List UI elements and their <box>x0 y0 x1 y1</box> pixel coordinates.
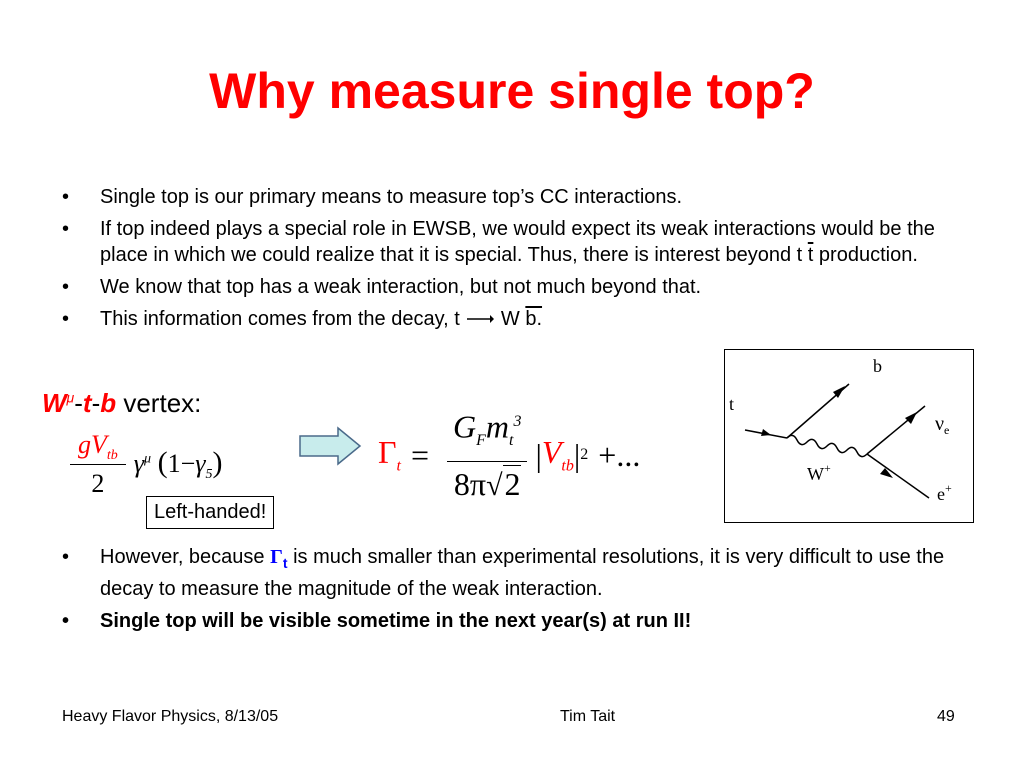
right-arrow-icon <box>465 306 495 332</box>
tbar-symbol: $\overline{t}$ <box>807 244 814 266</box>
nu-e-label: $\nu_e$ <box>935 413 950 437</box>
e-plus-label: e+ <box>937 481 952 504</box>
mu-superscript: μ <box>144 451 152 467</box>
tb-subscript: tb <box>561 457 574 475</box>
cube-superscript: 3 <box>513 413 522 430</box>
v-symbol: V <box>541 434 562 471</box>
bullet-text: This information comes from the decay, t <box>100 308 460 330</box>
bullet-text: However, because <box>100 546 271 568</box>
gamma-symbol: γ <box>133 449 145 478</box>
b-symbol: b <box>100 388 117 418</box>
bullet-list-top <box>62 184 962 338</box>
bullet-text: We know that top has a weak interaction, but not much beyond that. <box>100 276 702 298</box>
gamma5-symbol: γ <box>195 449 206 478</box>
g-symbol: G <box>453 408 477 445</box>
coupling-fraction <box>70 430 126 499</box>
coupling-numerator <box>70 430 126 465</box>
equals-sign: = <box>410 436 429 473</box>
slide-title: Why measure single top? <box>209 63 815 119</box>
positron-line <box>867 454 929 498</box>
bullet-item <box>62 274 962 300</box>
gamma-term <box>133 446 223 483</box>
bullet-text: Single top will be visible sometime in the next year(s) at run II! <box>100 610 692 632</box>
left-handed-box: Left-handed! <box>146 496 274 529</box>
mu-symbol: μ <box>66 389 75 406</box>
w-symbol: W <box>42 388 67 418</box>
bullet-item <box>62 608 962 634</box>
w-boson-line <box>787 435 867 456</box>
gamma-symbol: Γ <box>378 434 397 471</box>
sqrt-sign: √ <box>486 469 503 503</box>
vertex-text: vertex: <box>116 388 202 418</box>
w-label: W+ <box>807 461 831 484</box>
bullet-text: W <box>500 308 520 330</box>
bullet-text: Single top is our primary means to measure top’s CC interactions. <box>100 186 683 208</box>
footer-left: Heavy Flavor Physics, 8/13/05 <box>62 708 279 725</box>
bullet-list-bottom <box>62 544 962 640</box>
bullet-item <box>62 544 962 602</box>
arrow-icon <box>761 429 771 436</box>
arrow-icon <box>905 412 917 424</box>
dash: - <box>74 388 83 418</box>
plus-ellipsis: +... <box>598 436 641 473</box>
footer-center: Tim Tait <box>560 708 616 725</box>
gv-text: gV <box>78 430 107 459</box>
bullet-text: production. <box>813 244 918 266</box>
bbar-symbol: b. <box>525 308 543 330</box>
vtb-term <box>542 434 574 475</box>
b-label: b <box>873 356 882 376</box>
left-paren: ( <box>157 446 168 479</box>
square-superscript: 2 <box>580 446 589 464</box>
t-label: t <box>729 394 735 414</box>
bullet-text: If top indeed plays a special role in EWSB, we would expect its weak interactions would be the place in which we could realize that it is special. <box>100 218 935 266</box>
bullet-item <box>62 184 962 210</box>
bullet-item <box>62 216 962 268</box>
sqrt-argument: 2 <box>504 466 521 503</box>
arrow-icon <box>880 468 893 478</box>
t-subscript: t <box>509 432 514 450</box>
eight-pi: 8π <box>453 466 487 503</box>
one-minus: 1− <box>167 449 196 478</box>
right-paren: ) <box>212 446 223 479</box>
t-subscript: t <box>396 457 401 475</box>
t-symbol: t <box>82 388 92 418</box>
coupling-denominator: 2 <box>91 469 105 499</box>
f-subscript: F <box>476 432 486 450</box>
abs-bar: | <box>535 436 542 473</box>
tb-subscript: tb <box>106 448 118 464</box>
decay-width-formula <box>378 402 640 508</box>
formula-numerator <box>447 402 527 462</box>
coupling-expression <box>70 430 222 499</box>
vertex-label <box>42 388 201 419</box>
block-arrow-icon <box>298 426 362 471</box>
bullet-item <box>62 306 962 332</box>
formula-denominator <box>454 462 521 508</box>
gamma-t <box>378 434 401 475</box>
bullet-text: is much smaller than experimental resolutions, it is very difficult to use the decay to measure the magnitude of the weak interaction. <box>100 546 945 600</box>
gamma-symbol: Γ <box>270 546 283 568</box>
bullet-text: Thus, there is interest beyond t <box>527 244 808 266</box>
m-symbol: m <box>485 408 509 445</box>
dash: - <box>91 388 101 418</box>
page-number: 49 <box>937 708 955 725</box>
five-subscript: 5 <box>205 467 213 483</box>
abs-bar: | <box>573 436 581 473</box>
formula-fraction <box>447 402 527 508</box>
t-subscript: t <box>282 555 288 571</box>
feynman-diagram <box>724 349 974 523</box>
